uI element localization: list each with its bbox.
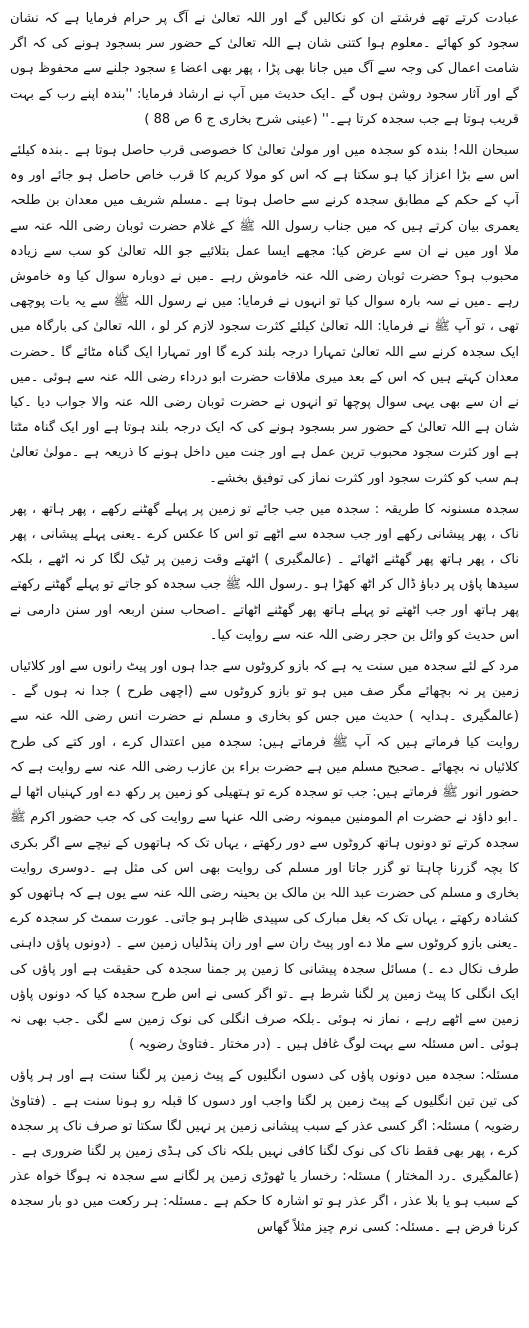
paragraph-virtue-of-sujood: عبادت کرتے تھے فرشتے ان کو نکالیں گے اور اللہ تعالیٰ نے آگ پر حرام فرمایا ہے کہ نشان سجود کو کھائے ۔معلوم ہوا کتنی شان ہے اللہ تعالیٰ کے حضور سر بسجود ہونے کی کہ اگر شامت اعمال کی وجہ سے آگ میں جانا بھی پڑا ، پھر بھی اعضا ءِ سجود جلنے سے محفوظ ہوں گے اور آثار سجود روشن ہوں گے ۔ایک حدیث میں آپ نے ارشاد فرمایا: ''بندہ اپنے رب کے بہت قریب ہوتا ہے جب سجدہ کرتا ہے۔'' (عینی شرح بخاری ج 6 ص 88 ) xyxy=(10,11,519,127)
paragraph-masail-of-sajdah: مسئلہ: سجدہ میں دونوں پاؤں کی دسوں انگلیوں کے پیٹ زمین پر لگنا سنت ہے اور ہر پاؤں کی تین تین انگلیوں کے پیٹ زمین پر لگنا واجب اور دسوں کا قبلہ رو ہونا سنت ہے ۔ (فتاویٰ رضویہ ) مسئلہ: اگر کسی عذر کے سبب پیشانی زمین پر نہیں لگا سکتا تو صرف ناک پر سجدہ کرے ، پھر بھی فقط ناک کی نوک لگنا کافی نہیں بلکہ ناک کی ہڈی زمین پر لگنا ضروری ہے ۔ (عالمگیری ۔رد المختار ) مسئلہ: رخسار یا ٹھوڑی زمین پر لگانے سے سجدہ نہ ہوگا خواہ عذر کے سبب ہو یا بلا عذر ، اگر عذر ہو تو اشارہ کا حکم ہے ۔مسئلہ: ہر رکعت میں دو بار سجدہ کرنا فرض ہے ۔مسئلہ: کسی نرم چیز مثلاً گھاس xyxy=(10,1068,519,1235)
paragraph-sunnah-method-of-sajdah: سجدہ مسنونہ کا طریقہ : سجدہ میں جب جائے تو زمین پر پہلے گھٹنے رکھے ، پھر ہاتھ ، پھر ناک ، پھر پیشانی رکھے اور جب سجدہ سے اٹھے تو اس کا عکس کرے ۔یعنی پہلے پیشانی ، پھر ناک ، پھر ہاتھ پھر گھٹنے اٹھائے ۔ (عالمگیری ) اٹھتے وقت زمین پر ٹیک لگا کر نہ اٹھے ، بلکہ سیدھا پاؤں پر دباؤ ڈال کر اٹھ کھڑا ہو ۔رسول اللہ ﷺ جب سجدہ کو جاتے تو پہلے گھٹنے رکھتے پھر ہاتھ اور جب اٹھتے تو پہلے ہاتھ پھر گھٹنے اٹھاتے ۔اصحاب سنن اربعہ اور سنن دارمی نے اس حدیث کو وائل بن حجر رضی اللہ عنہ سے روایت کیا۔ xyxy=(10,501,519,643)
paragraph-nearness-in-sajdah: سبحان اللہ! بندہ کو سجدہ میں اور مولیٰ تعالیٰ کا خصوصی قرب حاصل ہوتا ہے ۔بندہ کیلئے اس سے بڑا اعزاز کیا ہو سکتا ہے کہ اس کو مولا کریم کا قرب خاص حاصل ہو جائے اور وہ آپ کے حکم کے مطابق سجدہ کرنے سے حاصل ہوتا ہے ۔مسلم شریف میں معدان بن طلحہ یعمری بیان کرتے ہیں کہ میں جناب رسول اللہ ﷺ کے غلام حضرت ثوبان رضی اللہ عنہ سے ملا اور میں نے ان سے عرض کیا: مجھے ایسا عمل بتلائیے جو اللہ تعالیٰ کو سب سے زیادہ محبوب ہو؟ حضرت ثوبان رضی اللہ عنہ خاموش رہے ۔میں نے دوبارہ سوال کیا وہ خاموش رہے ۔میں نے سہ بارہ سوال کیا تو انہوں نے فرمایا: میں نے رسول اللہ ﷺ سے یہ بات پوچھی تھی ، تو آپ ﷺ نے فرمایا: اللہ تعالیٰ کیلئے کثرت سجود لازم کر لو ، اللہ تعالیٰ کی بارگاہ میں ایک سجدہ کرنے سے اللہ تعالیٰ تمہارا درجہ بلند کرے گا اور تمہارا ایک گناہ مٹائے گا ۔حضرت معدان کہتے ہیں کہ اس کے بعد میری ملاقات حضرت ابو درداء رضی اللہ عنہ سے ہوئی ۔میں نے ان سے بھی یہی سوال پوچھا تو انہوں نے حضرت ثوبان رضی اللہ عنہ والا جواب دیا ۔کیا شان ہے اللہ تعالیٰ کے حضور سر بسجود ہونے کی کہ ایک درجہ بلند ہوتا ہے اور ایک گناہ مٹتا ہے اور کثرت سجود محبوب ترین عمل ہے اور جنت میں داخل ہونے کا ذریعہ ہے ۔مولیٰ تعالیٰ ہم سب کو کثرت سجود اور کثرت نماز کی توفیق بخشے۔ xyxy=(10,143,519,486)
paragraph-posture-men-women: مرد کے لئے سجدہ میں سنت یہ ہے کہ بازو کروٹوں سے جدا ہوں اور پیٹ رانوں سے اور کلائیاں زمین پر نہ بچھائے مگر صف میں ہو تو بازو کروٹوں سے (اچھی طرح ) جدا نہ ہوں گے ۔ (عالمگیری ۔ہدایہ ) حدیث میں جس کو بخاری و مسلم نے حضرت انس رضی اللہ عنہ سے روایت کیا فرماتے ہیں کہ آپ ﷺ فرماتے ہیں: سجدہ میں اعتدال کرے ، اور کتے کی طرح کلائیاں نہ بچھائے ۔صحیح مسلم میں ہے حضرت براء بن عازب رضی اللہ عنہ سے روایت ہے کہ حضور انور ﷺ فرماتے ہیں: جب تو سجدہ کرے تو ہتھیلی کو زمین پر رکھ دے اور کہنیاں اٹھا لے ۔ابو داؤد نے حضرت ام المومنین میمونہ رضی اللہ عنہا سے روایت کی کہ جب حضور اکرم ﷺ سجدہ کرتے تو دونوں ہاتھ کروٹوں سے دور رکھتے ، یہاں تک کہ ہاتھوں کے نیچے سے اگر بکری کا بچہ گزرنا چاہتا تو گزر جاتا اور مسلم کی روایت بھی اس کی مثل ہے ۔دوسری روایت بخاری و مسلم کی حضرت عبد اللہ بن مالک بن بحینہ رضی اللہ عنہ سے یوں ہے کہ ہاتھوں کو کشادہ رکھتے ، یہاں تک کہ بغل مبارک کی سپیدی ظاہر ہو جاتی۔ عورت سمٹ کر سجدہ کرے ۔یعنی بازو کروٹوں سے ملا دے اور پیٹ ران سے اور ران پنڈلیاں زمین سے ۔ (دونوں پاؤں داہنی طرف نکال دے ۔) مسائل سجدہ پیشانی کا زمین پر جمنا سجدہ کی حقیقت ہے اور پاؤں کی ایک انگلی کا پیٹ زمین پر لگنا شرط ہے ۔تو اگر کسی نے اس طرح سجدہ کیا کہ دونوں پاؤں زمین سے اٹھے رہے ، نماز نہ ہوئی ۔بلکہ صرف انگلی کی نوک زمین سے لگی ۔جب بھی نہ ہوئی ۔اس مسئلہ سے بہت لوگ غافل ہیں ۔ (در مختار ۔فتاویٰ رضویہ ) xyxy=(10,659,519,1053)
document-page xyxy=(10,6,519,1316)
